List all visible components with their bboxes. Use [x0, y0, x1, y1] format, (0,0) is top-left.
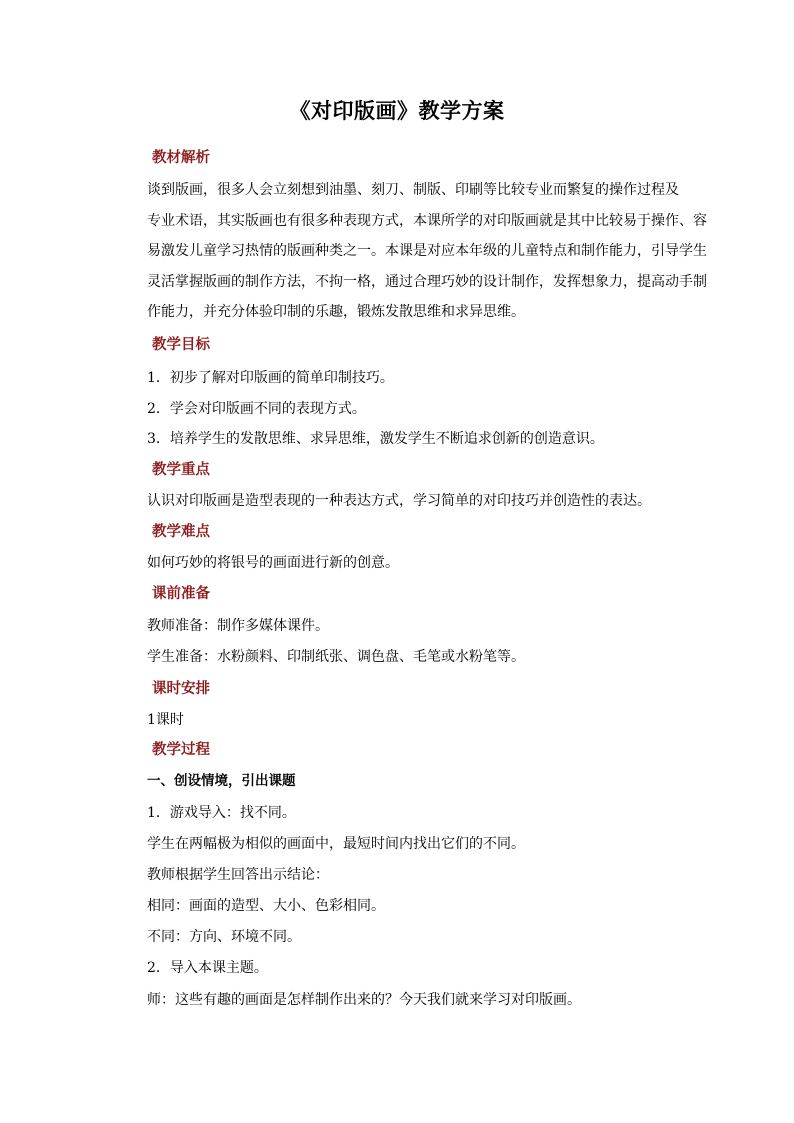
heading-preparation: 课前准备 — [152, 586, 210, 602]
goal-item: 3．培养学生的发散思维、求异思维，激发学生不断追求创新的创造意识。 — [147, 431, 604, 447]
analysis-line: 灵活掌握版画的制作方法，不拘一格，通过合理巧妙的设计制作，发挥想象力，提高动手制 — [147, 273, 707, 290]
student-preparation: 学生准备：水粉颜料、印制纸张、调色盘、毛笔或水粉笔等。 — [147, 649, 525, 665]
goal-item: 2．学会对印版画不同的表现方式。 — [147, 401, 366, 417]
process-line: 不同：方向、环境不同。 — [147, 929, 301, 945]
key-points-text: 认识对印版画是造型表现的一种表达方式，学习简单的对印技巧并创造性的表达。 — [147, 493, 651, 509]
schedule-text: 1课时 — [147, 712, 184, 728]
analysis-line: 作能力，并充分体验印制的乐趣，锻炼发散思维和求异思维。 — [147, 304, 525, 320]
process-step-title: 一、创设情境，引出课题 — [147, 773, 296, 789]
difficulty-text: 如何巧妙的将银号的画面进行新的创意。 — [147, 555, 399, 571]
process-line: 教师根据学生回答出示结论： — [147, 867, 329, 883]
process-line: 相同：画面的造型、大小、色彩相同。 — [147, 898, 385, 914]
process-line: 1．游戏导入：找不同。 — [147, 805, 296, 821]
analysis-paragraph — [147, 175, 707, 328]
teacher-preparation: 教师准备：制作多媒体课件。 — [147, 618, 329, 634]
document-title: 《对印版画》教学方案 — [289, 99, 505, 123]
heading-difficulty: 教学难点 — [152, 524, 210, 540]
goal-item: 1．初步了解对印版画的简单印制技巧。 — [147, 370, 394, 386]
heading-key-points: 教学重点 — [152, 462, 210, 478]
heading-process: 教学过程 — [152, 742, 210, 758]
process-line: 学生在两幅极为相似的画面中，最短时间内找出它们的不同。 — [147, 836, 525, 852]
analysis-line: 易激发儿童学习热情的版画种类之一。本课是对应本年级的儿童特点和制作能力，引导学生 — [147, 243, 707, 259]
process-line: 师：这些有趣的画面是怎样制作出来的？今天我们就来学习对印版画。 — [147, 992, 581, 1008]
process-line: 2．导入本课主题。 — [147, 960, 268, 976]
analysis-line: 谈到版画，很多人会立刻想到油墨、刻刀、制版、印刷等比较专业而繁复的操作过程及 — [147, 182, 679, 198]
analysis-line: 专业术语，其实版画也有很多种表现方式，本课所学的对印版画就是其中比较易于操作、容 — [147, 212, 707, 229]
heading-goals: 教学目标 — [152, 337, 210, 353]
heading-schedule: 课时安排 — [152, 681, 210, 697]
heading-analysis: 教材解析 — [152, 150, 210, 166]
